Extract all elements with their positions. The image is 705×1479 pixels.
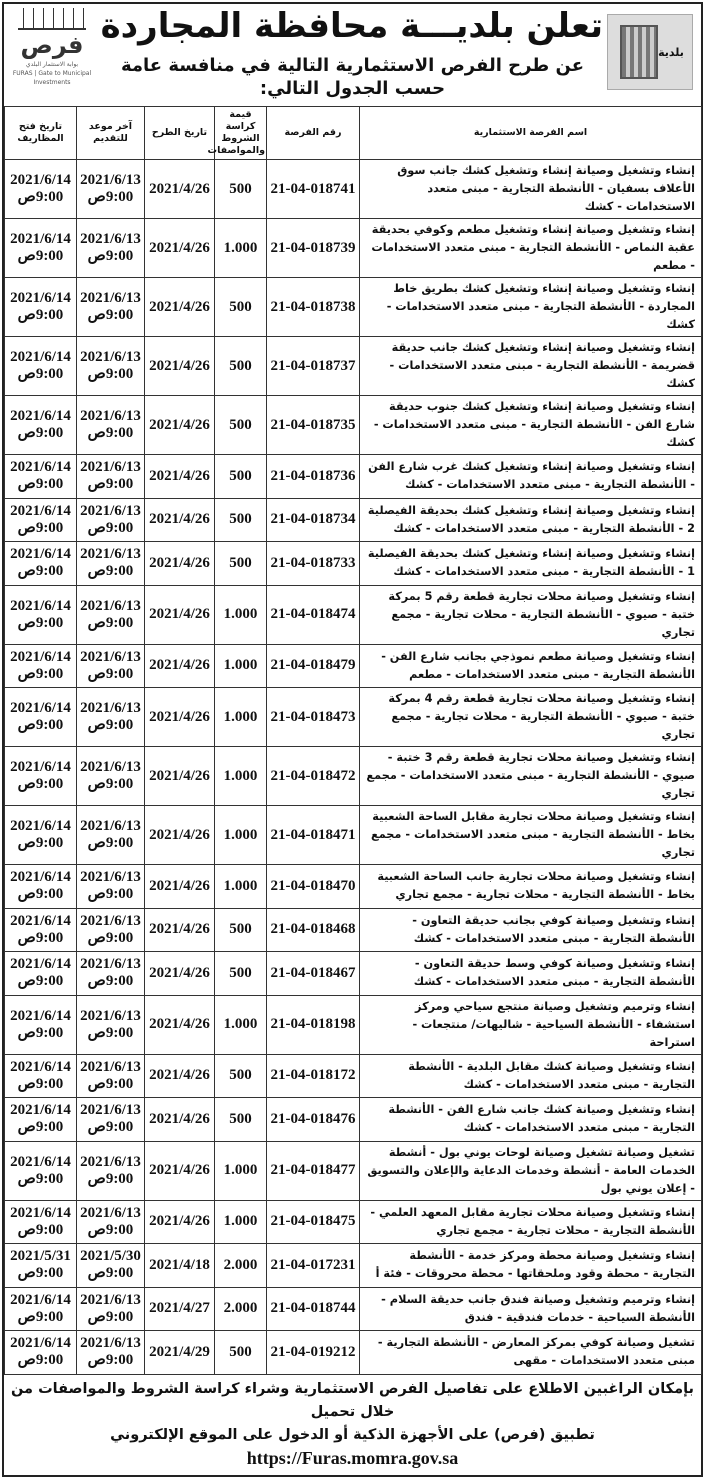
deadline-time: 9:00ص <box>87 476 134 493</box>
opportunity-name: إنشاء وتشغيل وصيانة محلات تجارية قطعة رقم 4 بمركة ختبة - صيوي - الأنشطة التجارية - محلات تجارية - مجمع تجاري <box>360 688 702 747</box>
opening-time: 9:00ص <box>17 665 64 682</box>
opening-time: 9:00ص <box>17 1308 64 1325</box>
opening-time: 9:00ص <box>17 425 64 441</box>
opening-cell <box>5 1287 77 1331</box>
deadline-cell <box>77 585 145 644</box>
deadline-cell <box>77 542 145 586</box>
booklet-fee: 1.000 <box>215 1141 267 1200</box>
deadline-time: 9:00ص <box>87 1308 134 1325</box>
deadline-date: 2021/6/13 <box>80 546 141 563</box>
deadline-cell <box>77 1331 145 1375</box>
opening-cell <box>5 337 77 396</box>
issue-date: 2021/4/26 <box>145 644 215 688</box>
deadline-cell <box>77 1054 145 1098</box>
booklet-fee: 500 <box>215 952 267 996</box>
opportunity-name: إنشاء وتشغيل وصيانة إنشاء وتشغيل كشك جانب سوق الأعلاف بسفيان - الأنشطة التجارية - مبنى متعدد الاستخدامات - كشك <box>360 160 702 219</box>
issue-date: 2021/4/26 <box>145 498 215 542</box>
opportunity-number: 21-04-018737 <box>267 337 360 396</box>
opportunity-number: 21-04-018474 <box>267 585 360 644</box>
deadline-time: 9:00ص <box>87 1221 134 1238</box>
opening-date: 2021/6/14 <box>10 502 71 519</box>
issue-date: 2021/4/26 <box>145 278 215 337</box>
issue-date: 2021/4/26 <box>145 688 215 747</box>
deadline-cell <box>77 1141 145 1200</box>
opening-date: 2021/6/14 <box>10 290 71 306</box>
deadline-cell <box>77 160 145 219</box>
opening-time: 9:00ص <box>17 1119 64 1136</box>
issue-date: 2021/4/29 <box>145 1331 215 1375</box>
opening-time: 9:00ص <box>17 1024 64 1041</box>
booklet-fee: 500 <box>215 396 267 455</box>
opportunity-number: 21-04-018198 <box>267 995 360 1054</box>
col-issue-date: تاريخ الطرح <box>145 107 215 160</box>
deadline-cell <box>77 337 145 396</box>
deadline-cell <box>77 1098 145 1142</box>
opportunity-number: 21-04-018735 <box>267 396 360 455</box>
opening-date: 2021/6/14 <box>10 1102 71 1119</box>
opening-cell <box>5 455 77 499</box>
municipality-logo <box>607 14 693 90</box>
opportunity-name: إنشاء وتشغيل وصيانة كشك مقابل البلدية - الأنشطة التجارية - مبنى متعدد الاستخدامات - كشك <box>360 1054 702 1098</box>
opening-date: 2021/6/14 <box>10 818 71 834</box>
booklet-fee: 2.000 <box>215 1244 267 1288</box>
deadline-date: 2021/6/13 <box>80 648 141 665</box>
deadline-cell <box>77 908 145 952</box>
opportunity-number: 21-04-019212 <box>267 1331 360 1375</box>
issue-date: 2021/4/26 <box>145 160 215 219</box>
opportunity-name: إنشاء وتشغيل وصيانة محلات تجارية مقابل الساحة الشعبية بخاط - الأنشطة التجارية - مبنى متعدد الاستخدامات - مجمع تجاري <box>360 806 702 865</box>
opening-cell <box>5 1200 77 1244</box>
opening-date: 2021/6/14 <box>10 459 71 476</box>
deadline-date: 2021/6/13 <box>80 459 141 476</box>
opening-time: 9:00ص <box>17 1075 64 1092</box>
opening-time: 9:00ص <box>17 519 64 536</box>
booklet-fee: 1.000 <box>215 747 267 806</box>
opportunity-number: 21-04-018477 <box>267 1141 360 1200</box>
opening-cell <box>5 498 77 542</box>
deadline-date: 2021/6/13 <box>80 290 141 306</box>
deadline-cell <box>77 644 145 688</box>
opportunity-number: 21-04-018475 <box>267 1200 360 1244</box>
deadline-cell <box>77 396 145 455</box>
table-row <box>5 455 702 499</box>
deadline-date: 2021/6/13 <box>80 1204 141 1221</box>
building-icon <box>620 25 658 79</box>
opportunity-number: 21-04-018476 <box>267 1098 360 1142</box>
table-row <box>5 952 702 996</box>
opportunity-number: 21-04-018733 <box>267 542 360 586</box>
deadline-date: 2021/6/13 <box>80 408 141 424</box>
opening-date: 2021/6/14 <box>10 1204 71 1221</box>
footer-line-2-text: تطبيق (فرص) على الأجهزة الذكية أو الدخول على الموقع الإلكتروني <box>110 1426 595 1443</box>
issue-date: 2021/4/26 <box>145 747 215 806</box>
deadline-date: 2021/6/13 <box>80 172 141 188</box>
municipality-logo-text: بلدية <box>658 45 684 59</box>
page-title: تعلن بلديـــة محافظة المجاردة <box>100 6 603 46</box>
table-row <box>5 1141 702 1200</box>
booklet-fee: 500 <box>215 278 267 337</box>
footer-line-1: بإمكان الراغبين الاطلاع على تفاصيل الفرص الاستثمارية وشراء كراسة الشروط والمواصفات من خلال تحميل <box>11 1380 694 1420</box>
website-link[interactable]: https://Furas.momra.gov.sa <box>246 1447 459 1468</box>
deadline-time: 9:00ص <box>87 717 134 733</box>
issue-date: 2021/4/26 <box>145 995 215 1054</box>
issue-date: 2021/4/26 <box>145 952 215 996</box>
deadline-time: 9:00ص <box>87 189 134 205</box>
deadline-time: 9:00ص <box>87 366 134 382</box>
deadline-time: 9:00ص <box>87 1024 134 1041</box>
opportunity-number: 21-04-018479 <box>267 644 360 688</box>
deadline-time: 9:00ص <box>87 614 134 631</box>
booklet-fee: 1.000 <box>215 806 267 865</box>
issue-date: 2021/4/26 <box>145 1141 215 1200</box>
opening-cell <box>5 644 77 688</box>
issue-date: 2021/4/26 <box>145 1098 215 1142</box>
table-row <box>5 1054 702 1098</box>
deadline-cell <box>77 747 145 806</box>
opening-time: 9:00ص <box>17 1352 64 1369</box>
opportunity-name: إنشاء وتشغيل وصيانة محلات تجارية قطعة رقم 5 بمركة ختبة - صيوي - الأنشطة التجارية - محلات تجارية - مجمع تجاري <box>360 585 702 644</box>
opportunity-name: إنشاء وتشغيل وصيانة إنشاء وتشغيل كشك جانب حديقة قضريمة - الأنشطة التجارية - مبنى متعدد الاستخدامات - كشك <box>360 337 702 396</box>
table-row <box>5 1287 702 1331</box>
opening-cell <box>5 1141 77 1200</box>
deadline-time: 9:00ص <box>87 519 134 536</box>
opportunity-name: إنشاء وتشغيل وصيانة إنشاء وتشغيل كشك جنوب حديقة شارع الفن - الأنشطة التجارية - مبنى متعدد الاستخدامات - كشك <box>360 396 702 455</box>
opening-date: 2021/6/14 <box>10 546 71 563</box>
deadline-cell <box>77 688 145 747</box>
deadline-date: 2021/6/13 <box>80 502 141 519</box>
table-row <box>5 337 702 396</box>
deadline-cell <box>77 278 145 337</box>
opening-cell <box>5 219 77 278</box>
opening-cell <box>5 1054 77 1098</box>
opening-date: 2021/6/14 <box>10 700 71 716</box>
booklet-fee: 500 <box>215 455 267 499</box>
deadline-date: 2021/6/13 <box>80 912 141 929</box>
table-row <box>5 1244 702 1288</box>
deadline-time: 9:00ص <box>87 1170 134 1187</box>
opening-date: 2021/6/14 <box>10 172 71 188</box>
opening-cell <box>5 542 77 586</box>
opportunity-name: إنشاء وترميم وتشغيل وصيانة فندق جانب حديقة السلام - الأنشطة السياحية - خدمات فندقية - فندق <box>360 1287 702 1331</box>
booklet-fee: 500 <box>215 337 267 396</box>
table-row <box>5 219 702 278</box>
deadline-time: 9:00ص <box>87 665 134 682</box>
opportunity-name: إنشاء وتشغيل وصيانة كشك جانب شارع الفن - الأنشطة التجارية - مبنى متعدد الاستخدامات - كشك <box>360 1098 702 1142</box>
opportunity-number: 21-04-018738 <box>267 278 360 337</box>
issue-date: 2021/4/18 <box>145 1244 215 1288</box>
opening-time: 9:00ص <box>17 886 64 903</box>
opportunity-number: 21-04-018472 <box>267 747 360 806</box>
deadline-date: 2021/6/13 <box>80 1291 141 1308</box>
booklet-fee: 1.000 <box>215 865 267 909</box>
deadline-date: 2021/5/30 <box>80 1248 141 1265</box>
opportunity-number: 21-04-018172 <box>267 1054 360 1098</box>
issue-date: 2021/4/26 <box>145 1200 215 1244</box>
opening-time: 9:00ص <box>17 563 64 580</box>
deadline-cell <box>77 498 145 542</box>
deadline-time: 9:00ص <box>87 1119 134 1136</box>
opening-time: 9:00ص <box>17 1221 64 1238</box>
page-subtitle: عن طرح الفرص الاستثمارية التالية في منافسة عامة حسب الجدول التالي: <box>120 55 585 99</box>
booklet-fee: 500 <box>215 1098 267 1142</box>
opportunity-number: 21-04-018468 <box>267 908 360 952</box>
opening-time: 9:00ص <box>17 366 64 382</box>
booklet-fee: 500 <box>215 908 267 952</box>
skyline-icon <box>18 8 86 30</box>
opportunity-name: إنشاء وترميم وتشغيل وصيانة منتجع سياحي ومركز استشفاء - الأنشطة السياحية - شاليهات/ منتجعات - استراحة <box>360 995 702 1054</box>
table-row <box>5 278 702 337</box>
opening-date: 2021/6/14 <box>10 1335 71 1352</box>
table-row <box>5 995 702 1054</box>
opportunity-name: إنشاء وتشغيل وصيانة إنشاء وتشغيل كشك بطريق خاط المجاردة - الأنشطة التجارية - مبنى متعدد الاستخدامات - كشك <box>360 278 702 337</box>
opening-date: 2021/6/14 <box>10 1153 71 1170</box>
table-row <box>5 644 702 688</box>
opening-time: 9:00ص <box>17 929 64 946</box>
issue-date: 2021/4/26 <box>145 396 215 455</box>
deadline-cell <box>77 806 145 865</box>
deadline-date: 2021/6/13 <box>80 700 141 716</box>
opening-date: 2021/6/14 <box>10 231 71 247</box>
deadline-date: 2021/6/13 <box>80 1153 141 1170</box>
opening-date: 2021/5/31 <box>10 1248 71 1265</box>
opening-time: 9:00ص <box>17 476 64 493</box>
booklet-fee: 1.000 <box>215 219 267 278</box>
deadline-time: 9:00ص <box>87 1075 134 1092</box>
col-opening-date: تاريخ فتح المظاريف <box>5 107 77 160</box>
opportunity-number: 21-04-018736 <box>267 455 360 499</box>
deadline-time: 9:00ص <box>87 929 134 946</box>
opportunity-name: إنشاء وتشغيل وصيانة إنشاء وتشغيل كشك غرب شارع الفن - الأنشطة التجارية - مبنى متعدد الاستخدامات - كشك <box>360 455 702 499</box>
opportunity-number: 21-04-018470 <box>267 865 360 909</box>
opening-cell <box>5 1244 77 1288</box>
deadline-date: 2021/6/13 <box>80 1335 141 1352</box>
deadline-cell <box>77 865 145 909</box>
opening-cell <box>5 1098 77 1142</box>
table-row <box>5 160 702 219</box>
deadline-cell <box>77 1244 145 1288</box>
opening-date: 2021/6/14 <box>10 349 71 365</box>
opportunity-name: إنشاء وتشغيل وصيانة إنشاء وتشغيل مطعم وكوفي بحديقة عقبة النماص - الأنشطة التجارية - مبنى متعدد الاستخدامات - مطعم <box>360 219 702 278</box>
issue-date: 2021/4/27 <box>145 1287 215 1331</box>
opening-date: 2021/6/14 <box>10 956 71 973</box>
issue-date: 2021/4/26 <box>145 806 215 865</box>
issue-date: 2021/4/26 <box>145 337 215 396</box>
opportunity-name: إنشاء وتشغيل وصيانة محلات تجارية قطعة رقم 3 ختبة - صيوي - الأنشطة التجارية - مبنى متعدد الاستخدامات - مجمع تجاري <box>360 747 702 806</box>
opening-time: 9:00ص <box>17 973 64 990</box>
opportunity-name: إنشاء وتشغيل وصيانة كوفي وسط حديقة التعاون - الأنشطة التجارية - مبنى متعدد الاستخدامات - كشك <box>360 952 702 996</box>
deadline-date: 2021/6/13 <box>80 956 141 973</box>
deadline-date: 2021/6/13 <box>80 869 141 886</box>
deadline-cell <box>77 1200 145 1244</box>
opening-cell <box>5 585 77 644</box>
opening-cell <box>5 160 77 219</box>
booklet-fee: 1.000 <box>215 995 267 1054</box>
table-row <box>5 1098 702 1142</box>
table-row <box>5 585 702 644</box>
opportunity-number: 21-04-018739 <box>267 219 360 278</box>
ad-header <box>4 4 701 106</box>
deadline-time: 9:00ص <box>87 307 134 323</box>
issue-date: 2021/4/26 <box>145 542 215 586</box>
booklet-fee: 1.000 <box>215 1200 267 1244</box>
table-row <box>5 1200 702 1244</box>
opening-time: 9:00ص <box>17 248 64 264</box>
opening-date: 2021/6/14 <box>10 597 71 614</box>
deadline-date: 2021/6/13 <box>80 759 141 775</box>
opening-date: 2021/6/14 <box>10 759 71 775</box>
opening-time: 9:00ص <box>17 776 64 792</box>
table-row <box>5 908 702 952</box>
deadline-time: 9:00ص <box>87 776 134 792</box>
deadline-time: 9:00ص <box>87 973 134 990</box>
opening-cell <box>5 278 77 337</box>
opportunity-number: 21-04-017231 <box>267 1244 360 1288</box>
booklet-fee: 500 <box>215 1331 267 1375</box>
opening-date: 2021/6/14 <box>10 1291 71 1308</box>
opening-date: 2021/6/14 <box>10 1007 71 1024</box>
issue-date: 2021/4/26 <box>145 455 215 499</box>
ad-frame <box>2 2 703 1477</box>
opportunity-name: إنشاء وتشغيل وصيانة إنشاء وتشغيل كشك بحديقة الفيصلية 1 - الأنشطة التجارية - مبنى متعدد الاستخدامات - كشك <box>360 542 702 586</box>
opening-cell <box>5 952 77 996</box>
deadline-date: 2021/6/13 <box>80 818 141 834</box>
opening-time: 9:00ص <box>17 717 64 733</box>
opportunity-number: 21-04-018741 <box>267 160 360 219</box>
opportunity-number: 21-04-018734 <box>267 498 360 542</box>
furas-logo-caption: بوابة الاستثمار البلدي <box>25 61 79 68</box>
opening-cell <box>5 396 77 455</box>
opportunity-number: 21-04-018471 <box>267 806 360 865</box>
opportunity-name: إنشاء وتشغيل وصيانة مطعم نموذجي بجانب شارع الفن - الأنشطة التجارية - مبنى متعدد الاستخدامات - مطعم <box>360 644 702 688</box>
furas-logo-caption-en: FURAS | Gate to Municipal Investments <box>12 70 92 86</box>
opportunity-number: 21-04-018744 <box>267 1287 360 1331</box>
deadline-date: 2021/6/13 <box>80 231 141 247</box>
booklet-fee: 500 <box>215 498 267 542</box>
deadline-date: 2021/6/13 <box>80 349 141 365</box>
table-row <box>5 542 702 586</box>
booklet-fee: 500 <box>215 1054 267 1098</box>
table-row <box>5 1331 702 1375</box>
table-row <box>5 688 702 747</box>
opportunity-number: 21-04-018473 <box>267 688 360 747</box>
opening-cell <box>5 747 77 806</box>
issue-date: 2021/4/26 <box>145 908 215 952</box>
col-name: اسم الفرصة الاستثمارية <box>360 107 702 160</box>
table-row <box>5 747 702 806</box>
opportunity-name: تشغيل وصيانة كوفي بمركز المعارض - الأنشطة التجارية - مبنى متعدد الاستخدامات - مقهى <box>360 1331 702 1375</box>
opportunity-number: 21-04-018467 <box>267 952 360 996</box>
opening-date: 2021/6/14 <box>10 408 71 424</box>
deadline-date: 2021/6/13 <box>80 597 141 614</box>
issue-date: 2021/4/26 <box>145 1054 215 1098</box>
deadline-cell <box>77 455 145 499</box>
furas-logo <box>8 8 96 87</box>
opportunity-name: تشغيل وصيانة تشغيل وصيانة لوحات يوني بول - أنشطة الخدمات العامة - أنشطة وخدمات الدعاية والإعلان والتسويق - إعلان يوني بول <box>360 1141 702 1200</box>
deadline-cell <box>77 952 145 996</box>
footer-note <box>4 1375 701 1475</box>
opening-time: 9:00ص <box>17 614 64 631</box>
booklet-fee: 500 <box>215 160 267 219</box>
opening-cell <box>5 806 77 865</box>
opening-time: 9:00ص <box>17 1265 64 1282</box>
deadline-date: 2021/6/13 <box>80 1007 141 1024</box>
opportunity-name: إنشاء وتشغيل وصيانة إنشاء وتشغيل كشك بحديقة الفيصلية 2 - الأنشطة التجارية - مبنى متعدد الاستخدامات - كشك <box>360 498 702 542</box>
opening-date: 2021/6/14 <box>10 648 71 665</box>
deadline-time: 9:00ص <box>87 425 134 441</box>
col-deadline: آخر موعد للتقديم <box>77 107 145 160</box>
col-number: رقم الفرصة <box>267 107 360 160</box>
opening-cell <box>5 908 77 952</box>
booklet-fee: 2.000 <box>215 1287 267 1331</box>
booklet-fee: 1.000 <box>215 688 267 747</box>
opening-time: 9:00ص <box>17 835 64 851</box>
deadline-time: 9:00ص <box>87 1265 134 1282</box>
table-row <box>5 806 702 865</box>
deadline-time: 9:00ص <box>87 1352 134 1369</box>
opening-date: 2021/6/14 <box>10 912 71 929</box>
opportunity-name: إنشاء وتشغيل وصيانة محلات تجارية جانب الساحة الشعبية بخاط - الأنشطة التجارية - محلات تجارية - مجمع تجاري <box>360 865 702 909</box>
table-row <box>5 865 702 909</box>
opportunity-name: إنشاء وتشغيل وصيانة محطة ومركز خدمة - الأنشطة التجارية - محطة وقود وملحقاتها - محطة محروقات - فئة أ <box>360 1244 702 1288</box>
booklet-fee: 1.000 <box>215 644 267 688</box>
col-fee: قيمة كراسة الشروط والمواصفات <box>215 107 267 160</box>
opportunity-name: إنشاء وتشغيل وصيانة محلات تجارية مقابل المعهد العلمي - الأنشطة التجارية - محلات تجارية - مجمع تجاري <box>360 1200 702 1244</box>
issue-date: 2021/4/26 <box>145 585 215 644</box>
opening-cell <box>5 1331 77 1375</box>
opening-time: 9:00ص <box>17 1170 64 1187</box>
table-row <box>5 498 702 542</box>
opening-time: 9:00ص <box>17 189 64 205</box>
issue-date: 2021/4/26 <box>145 219 215 278</box>
deadline-time: 9:00ص <box>87 835 134 851</box>
booklet-fee: 1.000 <box>215 585 267 644</box>
issue-date: 2021/4/26 <box>145 865 215 909</box>
opportunities-table <box>4 106 702 1375</box>
deadline-time: 9:00ص <box>87 248 134 264</box>
furas-logo-word: فرص <box>20 31 84 59</box>
deadline-cell <box>77 219 145 278</box>
table-row <box>5 396 702 455</box>
opening-cell <box>5 995 77 1054</box>
table-header-row <box>5 107 702 160</box>
deadline-time: 9:00ص <box>87 886 134 903</box>
deadline-time: 9:00ص <box>87 563 134 580</box>
opportunity-name: إنشاء وتشغيل وصيانة كوفي بجانب حديقة التعاون - الأنشطة التجارية - مبنى متعدد الاستخدامات - كشك <box>360 908 702 952</box>
opening-cell <box>5 865 77 909</box>
opening-date: 2021/6/14 <box>10 869 71 886</box>
footer-line-2 <box>8 1424 697 1472</box>
opening-cell <box>5 688 77 747</box>
deadline-date: 2021/6/13 <box>80 1102 141 1119</box>
deadline-date: 2021/6/13 <box>80 1058 141 1075</box>
booklet-fee: 500 <box>215 542 267 586</box>
opening-date: 2021/6/14 <box>10 1058 71 1075</box>
deadline-cell <box>77 1287 145 1331</box>
deadline-cell <box>77 995 145 1054</box>
opening-time: 9:00ص <box>17 307 64 323</box>
